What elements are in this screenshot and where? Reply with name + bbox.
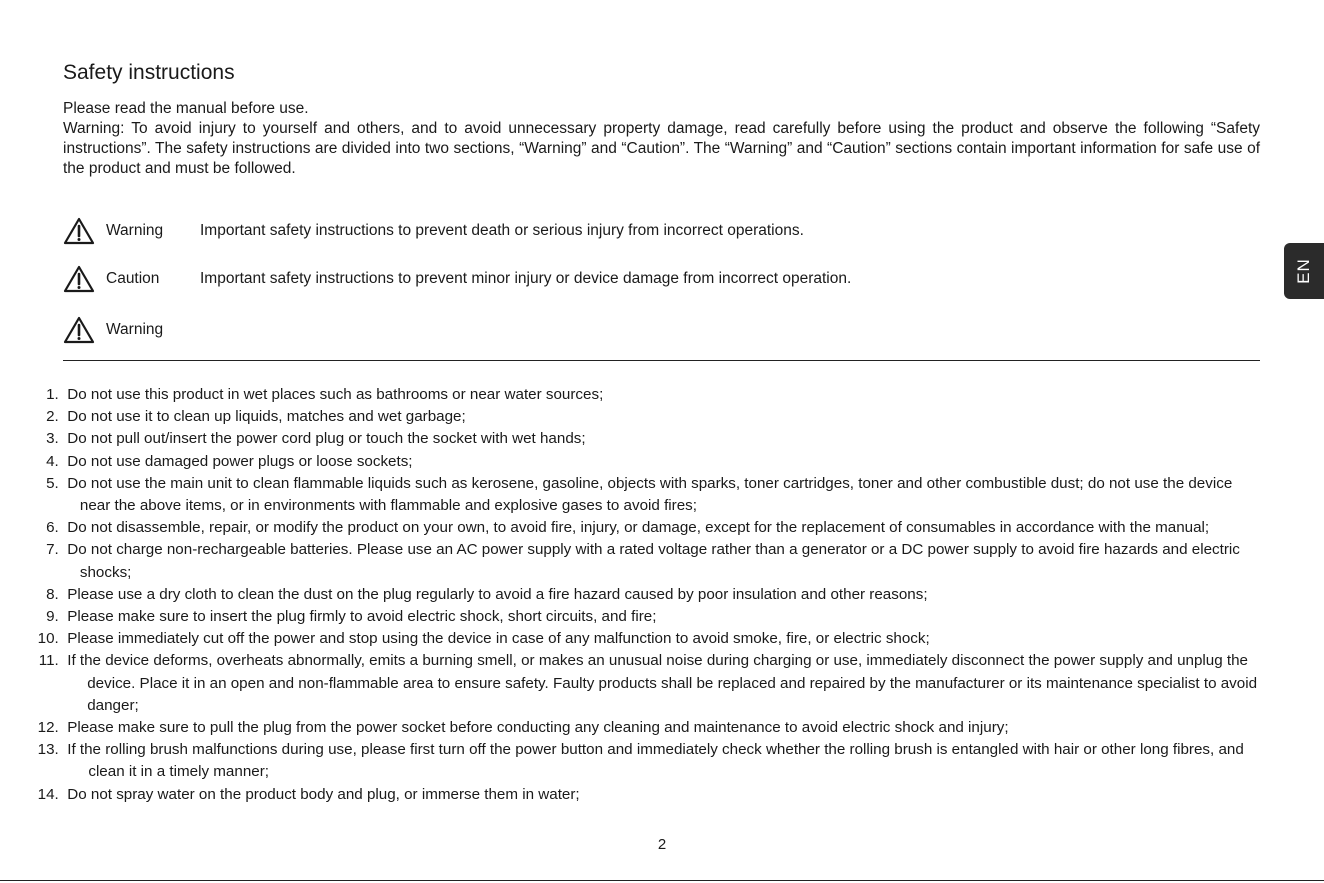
- page-number: 2: [657, 836, 667, 853]
- warning-triangle-icon: [63, 316, 95, 344]
- list-item: 8. Please use a dry cloth to clean the dust on the plug regularly to avoid a fire hazard caused by poor insulation and other reasons;: [46, 585, 928, 603]
- list-item: 9. Please make sure to insert the plug firmly to avoid electric shock, short circuits, and fire;: [46, 608, 657, 626]
- legend-caution-row: [63, 265, 851, 293]
- intro: [63, 99, 1260, 179]
- list-item-text: Do not pull out/insert the power cord plug or touch the socket with wet hands;: [67, 430, 586, 448]
- list-item: 14. Do not spray water on the product body and plug, or immerse them in water;: [37, 785, 580, 803]
- warning-triangle-icon: [63, 217, 95, 245]
- list-item-text: Do not use this product in wet places such as bathrooms or near water sources;: [67, 386, 604, 403]
- list-item-text: Do not use the main unit to clean flammable liquids such as kerosene, gasoline, objects with sparks, toner cartridges, toner and other combustible dust; do not use the device near the above items, or in environments with flammable and explosive gases to avoid fires;: [67, 474, 1233, 515]
- section-heading-warning: [63, 316, 200, 344]
- list-item-text: Please make sure to insert the plug firmly to avoid electric shock, short circuits, and fire;: [67, 608, 657, 626]
- list-item-text: If the device deforms, overheats abnormally, emits a burning smell, or makes an unusual noise during charging or use, immediately disconnect the power supply and unplug the device. Place it in an open and non-flammable area to ensure safety. Faulty products shall be replaced and repaired by the manufacturer or its maintenance specialist to avoid danger;: [67, 652, 1258, 714]
- list-item-text: Do not charge non-rechargeable batteries. Please use an AC power supply with a rated voltage rather than a generator or a DC power supply to avoid fire hazards and electric shocks;: [67, 541, 1240, 581]
- list-item: 1. Do not use this product in wet places such as bathrooms or near water sources;: [46, 386, 604, 403]
- legend-label: Warning: [106, 222, 164, 239]
- legend-description: Important safety instructions to prevent death or serious injury from incorrect operations.: [200, 222, 804, 239]
- list-item: 13. If the rolling brush malfunctions during use, please first turn off the power button and immediately check whether the rolling brush is entangled with hair or other long fibres, and clean it in a timely manner;: [37, 741, 1244, 781]
- list-item-text: Do not use damaged power plugs or loose sockets;: [67, 452, 413, 470]
- legend-description: Important safety instructions to prevent minor injury or device damage from incorrect operation.: [200, 270, 852, 287]
- list-item-text: Do not disassemble, repair, or modify the product on your own, to avoid fire, injury, or damage, except for the replacement of consumables in accordance with the manual;: [67, 519, 1210, 537]
- list-item-text: If the rolling brush malfunctions during use, please first turn off the power button and immediately check whether the rolling brush is entangled with hair or other long fibres, and clean it in a timely manner;: [67, 741, 1244, 781]
- divider: [63, 360, 1260, 361]
- warning-triangle-icon: [63, 265, 95, 293]
- legend-label: Caution: [106, 270, 160, 287]
- list-item: 12. Please make sure to pull the plug from the power socket before conducting any cleaning and maintenance to avoid electric shock and injury;: [37, 719, 1009, 737]
- list-item: 10. Please immediately cut off the power and stop using the device in case of any malfunction to avoid smoke, fire, or electric shock;: [37, 630, 930, 648]
- list-item-text: Please immediately cut off the power and stop using the device in case of any malfunction to avoid smoke, fire, or electric shock;: [67, 630, 930, 648]
- list-item: 5. Do not use the main unit to clean flammable liquids such as kerosene, gasoline, objects with sparks, toner cartridges, toner and other combustible dust; do not use the device near the above items, or in environments with flammable and explosive gases to avoid fires;: [46, 474, 1233, 515]
- section-heading-label: Warning: [106, 321, 164, 338]
- legend-warning-row: [63, 217, 804, 245]
- page-title: Safety instructions: [63, 61, 235, 84]
- list-item: 11. If the device deforms, overheats abnormally, emits a burning smell, or makes an unusual noise during charging or use, immediately disconnect the power supply and unplug the device. Place it in an open and non-flammable area to ensure safety. Faulty products shall be replaced and repaired by the manufacturer or its maintenance specialist to avoid danger;: [38, 652, 1258, 714]
- list-item: 7. Do not charge non-rechargeable batteries. Please use an AC power supply with a rated voltage rather than a generator or a DC power supply to avoid fire hazards and electric shocks;: [46, 541, 1240, 581]
- list-item: 2. Do not use it to clean up liquids, matches and wet garbage;: [46, 408, 466, 426]
- language-tab-label: EN: [1294, 258, 1313, 284]
- footer-divider: [0, 880, 1324, 881]
- warning-list: [37, 384, 1260, 806]
- language-tab[interactable]: [1284, 243, 1324, 299]
- list-item-text: Please use a dry cloth to clean the dust on the plug regularly to avoid a fire hazard caused by poor insulation and other reasons;: [67, 585, 928, 603]
- list-item: 3. Do not pull out/insert the power cord plug or touch the socket with wet hands;: [46, 430, 586, 448]
- list-item: 4. Do not use damaged power plugs or loose sockets;: [46, 452, 413, 470]
- list-item: 6. Do not disassemble, repair, or modify the product on your own, to avoid fire, injury, or damage, except for the replacement of consumables in accordance with the manual;: [46, 519, 1210, 537]
- list-item-text: Do not spray water on the product body and plug, or immerse them in water;: [67, 785, 580, 803]
- intro-warning-paragraph: Warning: To avoid injury to yourself and others, and to avoid unnecessary property damage, read carefully before using the product and observe the following “Safety instructions”. The safety instructions are divided into two sections, “Warning” and “Caution”. The “Warning” and “Caution” sections contain important information for safe use of the product and must be followed.: [63, 120, 1260, 177]
- intro-line: Please read the manual before use.: [63, 100, 309, 117]
- list-item-text: Do not use it to clean up liquids, matches and wet garbage;: [67, 408, 466, 426]
- list-item-text: Please make sure to pull the plug from the power socket before conducting any cleaning and maintenance to avoid electric shock and injury;: [67, 719, 1009, 737]
